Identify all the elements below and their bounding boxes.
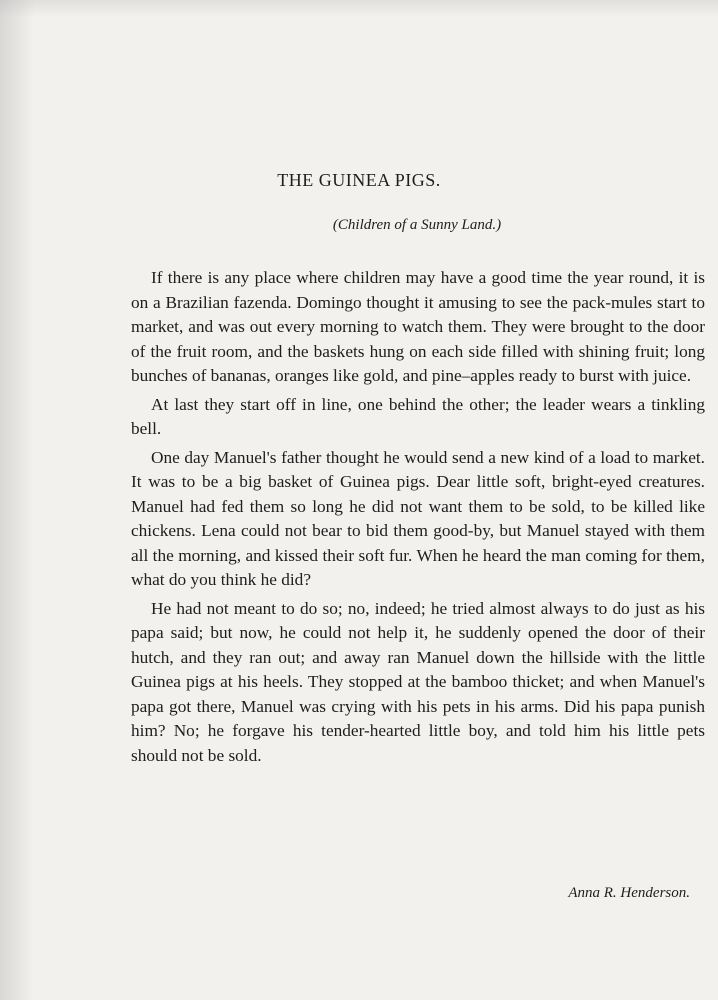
paragraph: If there is any place where children may have a good time the year round, it is on a Brazilian fazenda. Domingo thought it amusing to see the pack-mules start to market, and was out every morning to watch them. They were brought to the door of the fruit room, and the baskets hung on each side filled with shining fruit; long bunches of bananas, oranges like gold, and pine–apples ready to burst with juice. <box>131 268 705 385</box>
story-body <box>131 266 705 768</box>
paragraph: He had not meant to do so; no, indeed; he tried almost always to do just as his papa said; but now, he could not help it, he suddenly opened the door of their hutch, and they ran out; and away ran Manuel down the hillside with the little Guinea pigs at his heels. They stopped at the bamboo thicket; and when Manuel's papa got there, Manuel was crying with his pets in his arms. Did his papa punish him? No; he forgave his tender-hearted little boy, and told him his little pets should not be sold. <box>131 598 705 765</box>
page-subtitle: (Children of a Sunny Land.) <box>332 217 502 233</box>
paragraph: One day Manuel's father thought he would send a new kind of a load to market. It was to be a big basket of Guinea pigs. Dear little soft, bright-eyed creatures. Manuel had fed them so long he did not want them to be sold, to be killed like chickens. Lena could not bear to bid them good-by, but Manuel stayed with them all the morning, and kissed their soft fur. When he heard the man coming for them, what do you think he did? <box>131 447 705 589</box>
paragraph: At last they start off in line, one behind the other; the leader wears a tinkling bell. <box>131 394 705 438</box>
page-title: THE GUINEA PIGS. <box>277 170 441 190</box>
author-signature: Anna R. Henderson. <box>568 885 690 901</box>
page-edge-shadow <box>0 0 34 1000</box>
page-top-shadow <box>0 0 718 18</box>
